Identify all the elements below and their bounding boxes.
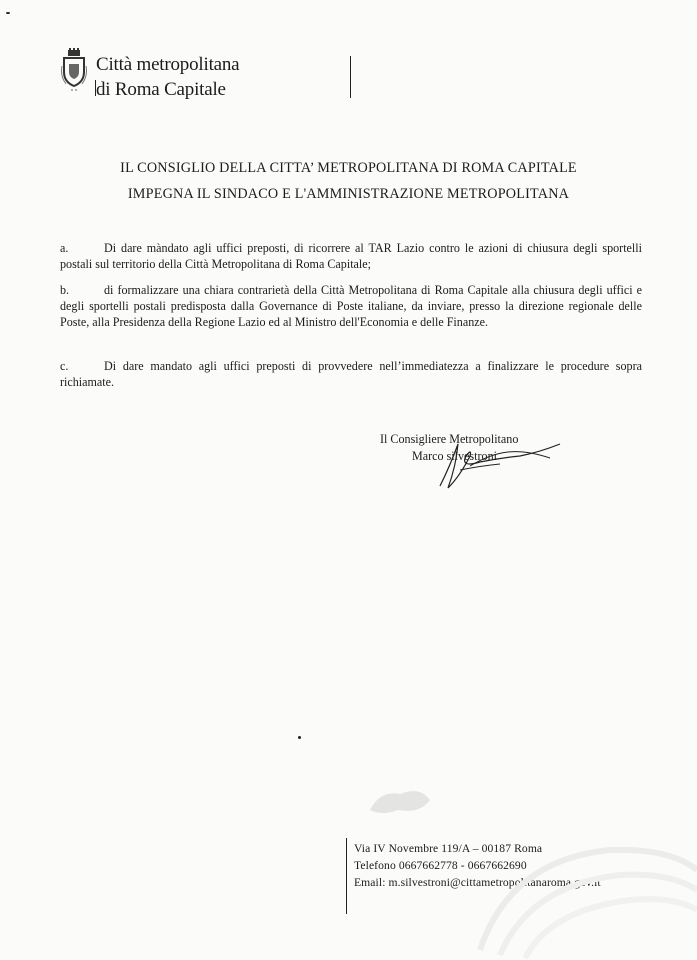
organization-line-1: Città metropolitana [96, 54, 240, 75]
footer-email: Email: m.silvestroni@cittametropolitanaroma.gov.it [354, 876, 601, 889]
speck [298, 736, 301, 739]
organization-line-2: di Roma Capitale [96, 79, 226, 100]
coat-of-arms-icon [60, 48, 88, 92]
title-line-2: IMPEGNA IL SINDACO E L'AMMINISTRAZIONE METROPOLITANA [127, 186, 570, 202]
list-item-a [60, 240, 642, 272]
signatory-role: Il Consigliere Metropolitano [380, 432, 519, 446]
handwritten-signature [430, 436, 580, 496]
footer-address: Via IV Novembre 119/A – 00187 Roma [354, 842, 543, 855]
signatory-name: Marco silvestroni [412, 449, 497, 463]
header-divider [350, 56, 351, 98]
list-item-text: Di dare mandato agli uffici preposti di provvedere nell’immediatezza a finalizzare le procedure sopra richiamate. [60, 359, 642, 389]
list-item-text: di formalizzare una chiara contrarietà della Città Metropolitana di Roma Capitale alla chiusura degli uffici e degli sportelli postali predisposta dalla Governance di Poste italiane, da inviare, presso la direzione regionale delle Poste, alla Presidenza della Regione Lazio ed al Ministro dell'Economia e delle Finanze. [60, 283, 642, 329]
list-item-b [60, 282, 642, 330]
speck [6, 12, 10, 14]
list-item-c [60, 358, 642, 390]
list-item-text: Di dare màndato agli uffici preposti, di ricorrere al TAR Lazio contro le azioni di chiusura degli sportelli postali sul territorio della Città Metropolitana di Roma Capitale; [60, 241, 642, 271]
list-marker: a. [60, 241, 69, 255]
list-marker: b. [60, 283, 70, 297]
ink-smudge [360, 780, 450, 820]
organization-name [96, 52, 239, 102]
title-line-1: IL CONSIGLIO DELLA CITTA’ METROPOLITANA DI ROMA CAPITALE [120, 160, 577, 176]
watermark-swirl [470, 830, 697, 960]
footer-phone: Telefono 0667662778 - 0667662690 [354, 859, 527, 872]
list-marker: c. [60, 359, 69, 373]
footer-divider [346, 838, 347, 914]
